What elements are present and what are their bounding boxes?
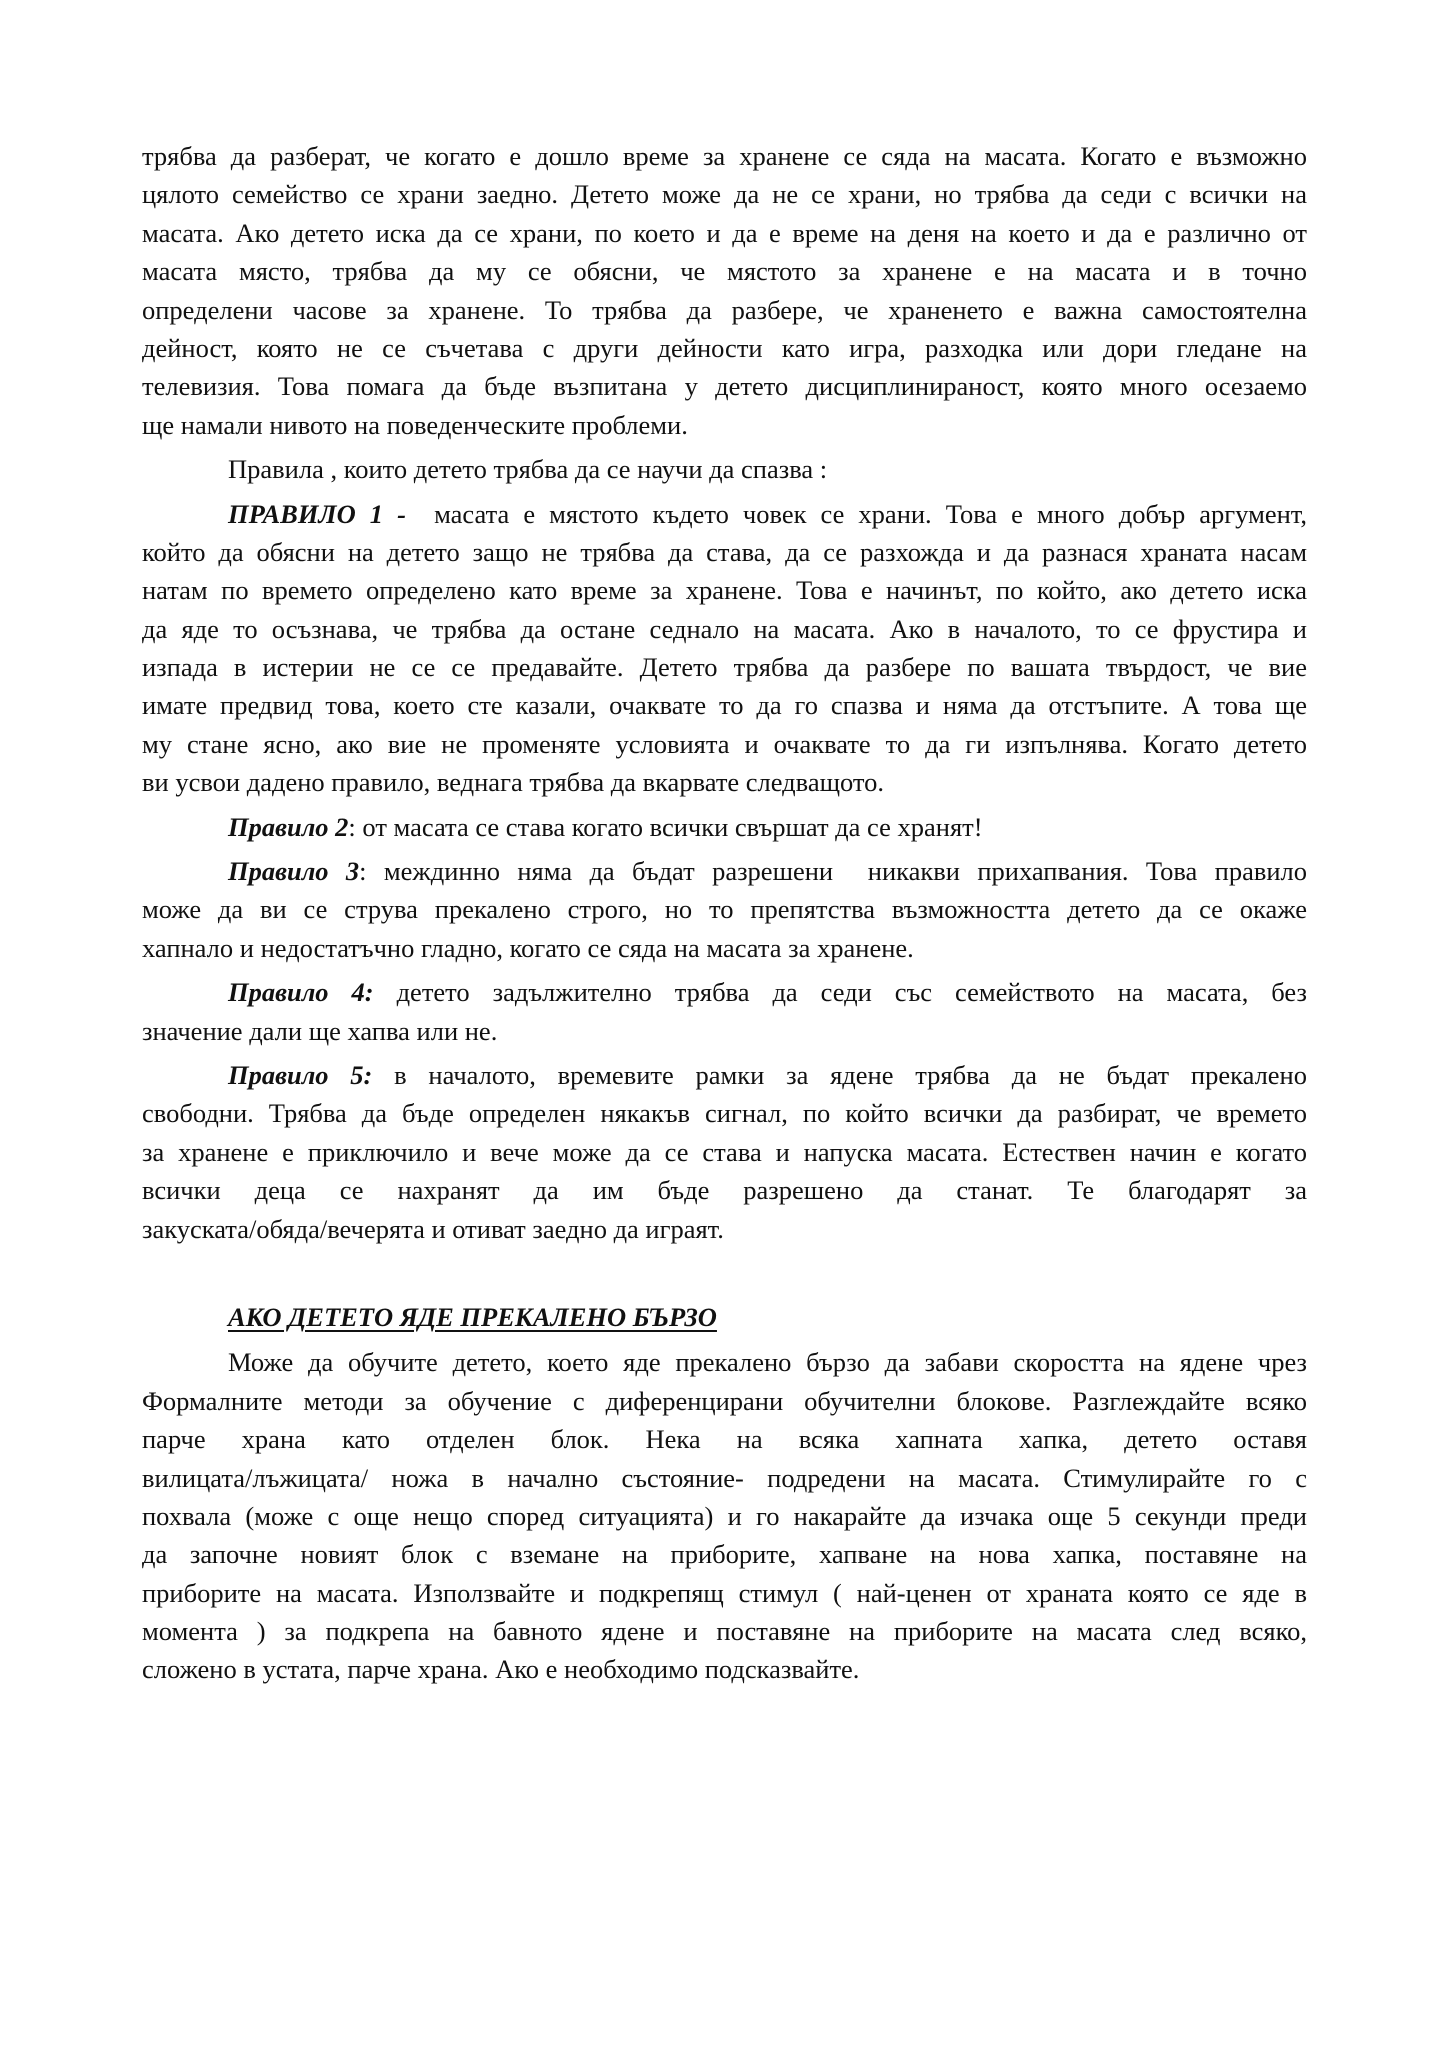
rules-intro-text: Правила , които детето трябва да се научи да спазва : <box>228 454 828 485</box>
rule-3-label: Правило 3 <box>228 856 360 887</box>
section-heading: АКО ДЕТЕТО ЯДЕ ПРЕКАЛЕНО БЪРЗО <box>228 1301 717 1332</box>
text-line: може да ви се струва прекалено строго, но то препятства възможността детето да се окаже <box>142 894 1307 925</box>
rule-4-text: детето задължително трябва да седи със семейството на масата, без <box>373 977 1307 1008</box>
text-line: закуската/обяда/вечерята и отиват заедно да играят. <box>142 1213 724 1244</box>
text-line: момента ) за подкрепа на бавното ядене и поставяне на приборите на масата след всяко, <box>142 1616 1307 1647</box>
text-line: цялото семейство се храни заедно. Детето може да не се храни, но трябва да седи с всички на <box>142 179 1307 210</box>
text-line: свободни. Трябва да бъде определен някакъв сигнал, по който всички да разбират, че времето <box>142 1098 1307 1129</box>
text-line: изпада в истерии не се се предавайте. Детето трябва да разбере по вашата твърдост, че вие <box>142 652 1307 683</box>
section-paragraph <box>142 1343 1307 1689</box>
rule-5-text: в началото, времевите рамки за ядене трябва да не бъдат прекалено <box>372 1059 1307 1090</box>
text-line: Формалните методи за обучение с диференцирани обучителни блокове. Разглеждайте всяко <box>142 1385 1307 1416</box>
text-line: вилицата/лъжицата/ ножа в начално състояние- подредени на масата. Стимулирайте го с <box>142 1462 1307 1493</box>
rule-2-label: Правило 2 <box>228 811 349 842</box>
rule-4-label: Правило 4: <box>228 977 374 1008</box>
text-line: да започне новият блок с вземане на приборите, хапване на нова хапка, поставяне на <box>142 1539 1307 1570</box>
text-line: парче храна като отделен блок. Нека на всяка хапната хапка, детето оставя <box>142 1424 1307 1455</box>
text-line <box>142 808 1307 846</box>
text-line <box>142 1056 1307 1094</box>
text-line: имате предвид това, което сте казали, очаквате то да го спазва и няма да отстъпите. А това ще <box>142 690 1307 721</box>
text-line: трябва да разберат, че когато е дошло време за хранене се сяда на масата. Когато е възможно <box>142 141 1307 171</box>
text-line: ви усвои дадено правило, веднага трябва да вкарвате следващото. <box>142 767 884 798</box>
text-line: приборите на масата. Използвайте и подкрепящ стимул ( най-ценен от храната която се яде в <box>142 1577 1307 1608</box>
document-page <box>142 137 1307 1695</box>
text-line: определени часове за хранене. То трябва да разбере, че храненето е важна самостоятелна <box>142 294 1307 325</box>
rule-3-paragraph <box>142 852 1307 967</box>
text-line: дейност, която не се съчетава с други дейности като игра, разходка или дори гледане на <box>142 332 1307 363</box>
text-line: масата. Ако детето иска да се храни, по което и да е време на деня на което и да е различно от <box>142 217 1307 248</box>
rule-3-text: междинно няма да бъдат разрешени никакви прихапвания. Това правило <box>366 856 1307 887</box>
text-line: ще намали нивото на поведенческите проблеми. <box>142 409 688 440</box>
text-line: Може да обучите детето, което яде прекалено бързо да забави скоростта на ядене чрез <box>228 1347 1307 1378</box>
text-line <box>142 973 1307 1011</box>
text-line: телевизия. Това помага да бъде възпитана у детето дисциплинираност, която много осезаемо <box>142 371 1307 402</box>
rule-4-paragraph <box>142 973 1307 1050</box>
text-line: за хранене е приключило и вече може да се става и напуска масата. Естествен начин е когато <box>142 1136 1307 1167</box>
text-line: да яде то осъзнава, че трябва да остане седнало на масата. Ако в началото, то се фрустира и <box>142 613 1307 644</box>
rule-2-text: от масата се става когато всички свършат да се хранят! <box>355 811 983 842</box>
rule-5-paragraph <box>142 1056 1307 1248</box>
rule-1-paragraph <box>142 495 1307 802</box>
rule-2-colon: : <box>348 811 356 842</box>
rule-1-label: ПРАВИЛО 1 - <box>228 498 406 529</box>
text-line: похвала (може с още нещо според ситуацията) и го накарайте да изчака още 5 секунди преди <box>142 1500 1307 1531</box>
text-line: масата място, трябва да му се обясни, че мястото за хранене е на масата и в точно <box>142 256 1307 287</box>
text-line: сложено в устата, парче храна. Ако е необходимо подсказвайте. <box>142 1654 860 1685</box>
text-line: хапнало и недостатъчно гладно, когато се сяда на масата за хранене. <box>142 932 914 963</box>
rule-3-colon: : <box>359 856 367 887</box>
text-line <box>142 495 1307 533</box>
text-line <box>142 852 1307 890</box>
text-line: който да обясни на детето защо не трябва да става, да се разхожда и да разнася храната насам <box>142 536 1307 567</box>
blank-line <box>142 1254 1307 1298</box>
text-line: всички деца се нахранят да им бъде разрешено да станат. Те благодарят за <box>142 1175 1307 1206</box>
rule-5-label: Правило 5: <box>228 1059 373 1090</box>
rules-intro-paragraph <box>142 450 1307 488</box>
text-line: значение дали ще хапва или не. <box>142 1015 498 1046</box>
intro-paragraph <box>142 137 1307 444</box>
text-line: натам по времето определено като време за хранене. Това е начинът, по който, ако детето иска <box>142 575 1307 606</box>
rule-2-paragraph <box>142 808 1307 846</box>
rule-1-text: масата е мястото където човек се храни. Това е много добър аргумент, <box>405 498 1307 529</box>
text-line: му стане ясно, ако вие не променяте условията и очаквате то да ги изпълнява. Когато детето <box>142 728 1307 759</box>
